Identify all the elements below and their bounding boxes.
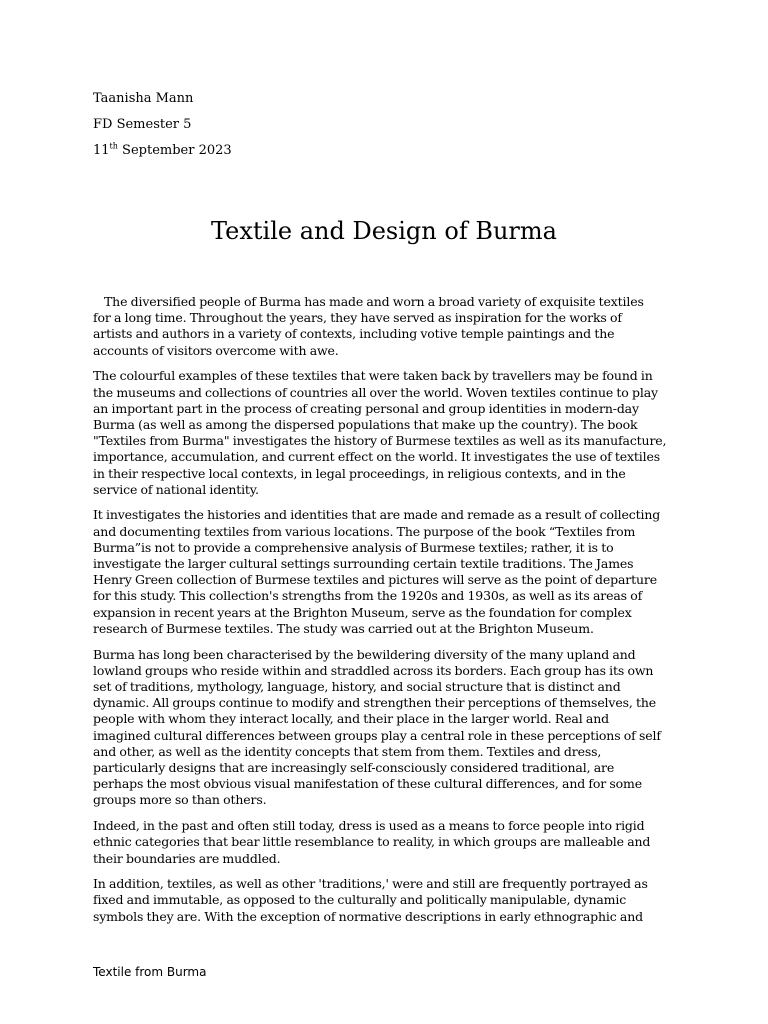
paragraph-line: It investigates the histories and identities that are made and remade as a result of collecting [93, 507, 661, 523]
paragraph-line: and other, as well as the identity concepts that stem from them. Textiles and dress, [93, 743, 602, 759]
author-name: Taanisha Mann [93, 91, 194, 106]
paragraph-line: investigate the larger cultural settings surrounding certain textile traditions. The James [93, 556, 634, 572]
body-paragraph [93, 876, 675, 925]
paragraph-line: Burma”is not to provide a comprehensive analysis of Burmese textiles; rather, it is to [93, 539, 614, 555]
paragraph-line: Burma has long been characterised by the bewildering diversity of the many upland and [93, 646, 636, 662]
paragraph-line: accounts of visitors overcome with awe. [93, 342, 339, 358]
paragraph-line: for this study. This collection's strengths from the 1920s and 1930s, as well as its areas of [93, 588, 643, 604]
page-footer: Textile from Burma [93, 965, 207, 979]
paragraph-line: in their respective local contexts, in legal proceedings, in religious contexts, and in the [93, 465, 626, 481]
paragraph-line: dynamic. All groups continue to modify and strengthen their perceptions of themselves, the [93, 695, 657, 711]
paragraph-line: ethnic categories that bear little resemblance to reality, in which groups are malleable and [93, 834, 651, 850]
course-label: FD Semester 5 [93, 117, 192, 132]
body-paragraph [93, 294, 675, 359]
document-date [93, 138, 232, 164]
paragraph-line: fixed and immutable, as opposed to the culturally and politically manipulable, dynamic [93, 892, 627, 908]
paragraph-line: Henry Green collection of Burmese textiles and pictures will serve as the point of departure [93, 572, 657, 588]
document-header [93, 86, 232, 164]
date-day: 11 [93, 143, 110, 158]
paragraph-line: Burma (as well as among the dispersed populations that make up the country). The book [93, 416, 638, 432]
paragraph-line: groups more so than others. [93, 792, 267, 808]
document-title: Textile and Design of Burma [211, 217, 557, 245]
paragraph-line: an important part in the process of creating personal and group identities in modern-day [93, 400, 639, 416]
body-paragraph [93, 507, 675, 637]
paragraph-line: artists and authors in a variety of contexts, including votive temple paintings and the [93, 326, 615, 342]
paragraph-line: perhaps the most obvious visual manifestation of these cultural differences, and for some [93, 776, 642, 792]
paragraph-line: The colourful examples of these textiles that were taken back by travellers may be found in [93, 368, 653, 384]
paragraph-line: and documenting textiles from various locations. The purpose of the book “Textiles from [93, 523, 636, 539]
paragraph-line: research of Burmese textiles. The study was carried out at the Brighton Museum. [93, 620, 594, 636]
date-rest: September 2023 [117, 143, 232, 158]
document-body [93, 294, 675, 934]
paragraph-line: for a long time. Throughout the years, they have served as inspiration for the works of [93, 310, 622, 326]
paragraph-line: lowland groups who reside within and straddled across its borders. Each group has its own [93, 662, 654, 678]
paragraph-line: set of traditions, mythology, language, history, and social structure that is distinct and [93, 678, 621, 694]
paragraph-line: expansion in recent years at the Brighton Museum, serve as the foundation for complex [93, 604, 632, 620]
body-paragraph [93, 818, 675, 867]
body-paragraph [93, 368, 675, 498]
date-suffix: th [109, 141, 118, 151]
body-paragraph [93, 647, 675, 809]
paragraph-line: their boundaries are muddled. [93, 850, 281, 866]
paragraph-line: service of national identity. [93, 481, 259, 497]
paragraph-line: "Textiles from Burma" investigates the history of Burmese textiles as well as its manufacture, [93, 433, 667, 449]
paragraph-line: symbols they are. With the exception of normative descriptions in early ethnographic and [93, 908, 643, 924]
paragraph-line: the museums and collections of countries all over the world. Woven textiles continue to play [93, 384, 658, 400]
paragraph-line: people with whom they interact locally, and their place in the larger world. Real and [93, 711, 609, 727]
paragraph-line: importance, accumulation, and current effect on the world. It investigates the use of textiles [93, 449, 660, 465]
paragraph-line: The diversified people of Burma has made and worn a broad variety of exquisite textiles [104, 294, 644, 309]
paragraph-line: In addition, textiles, as well as other 'traditions,' were and still are frequently portrayed as [93, 876, 648, 892]
paragraph-line: Indeed, in the past and often still today, dress is used as a means to force people into rigid [93, 818, 645, 834]
paragraph-line: imagined cultural differences between groups play a central role in these perceptions of self [93, 727, 661, 743]
paragraph-line: particularly designs that are increasingly self-consciously considered traditional, are [93, 759, 615, 775]
